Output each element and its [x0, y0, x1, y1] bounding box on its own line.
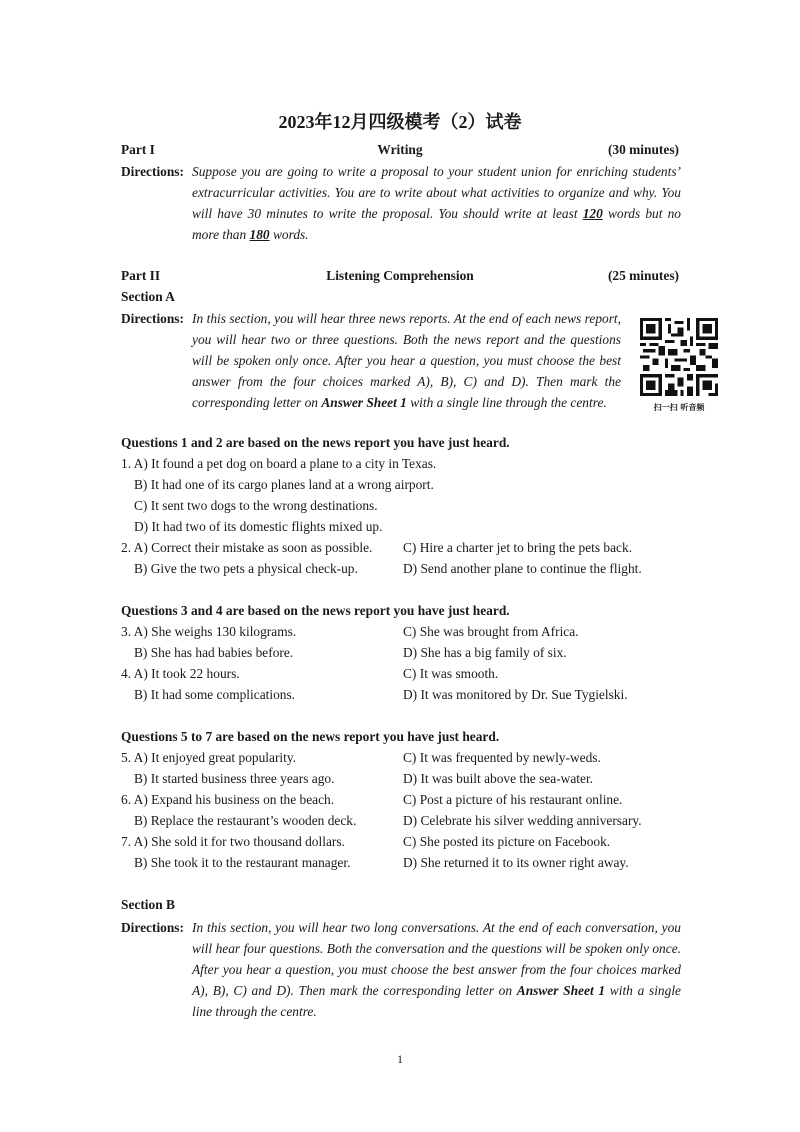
option-5d: D) It was built above the sea-water.	[403, 771, 594, 786]
part1-label: Part I	[121, 142, 155, 157]
section-b-label: Section B	[121, 897, 175, 912]
part2-directions-label: Directions	[121, 311, 180, 326]
option-3b: B) She has had babies before.	[134, 645, 294, 660]
answer-sheet-ref: Answer Sheet 1	[516, 983, 606, 998]
option-4a: 4. A) It took 22 hours.	[121, 666, 240, 681]
page-number: 1	[397, 1052, 403, 1066]
min-words: 120	[582, 206, 603, 221]
option-6b: B) Replace the restaurant’s wooden deck.	[134, 813, 357, 828]
section-b-directions: Directions: In this section, you will hear two long conversations. At the end of each conversation, you will hear four questions. Both the conversation and the questions will be spoken only once. After you hear a question, you must choose the best answer from the four choices marked A), B), C) and D). Then mark the corresponding letter on Answer Sheet 1 with a single line through the centre.	[121, 920, 681, 1019]
qr-code-icon[interactable]	[640, 318, 718, 396]
option-3d: D) She has a big family of six.	[403, 645, 567, 660]
option-2a: 2. A) Correct their mistake as soon as possible.	[121, 540, 373, 555]
option-4d: D) It was monitored by Dr. Sue Tygielski.	[403, 687, 628, 702]
answer-sheet-ref: Answer Sheet 1	[321, 395, 407, 410]
option-7d: D) She returned it to its owner right away.	[403, 855, 629, 870]
section-a-label: Section A	[121, 289, 175, 304]
part1-name: Writing	[377, 142, 423, 157]
option-5a: 5. A) It enjoyed great popularity.	[121, 750, 297, 765]
option-3a: 3. A) She weighs 130 kilograms.	[121, 624, 297, 639]
option-1b: B) It had one of its cargo planes land at a wrong airport.	[134, 477, 434, 492]
part2-directions-end: with a single line through the centre.	[406, 395, 607, 410]
part1-header	[121, 142, 679, 158]
part2-header	[121, 268, 679, 284]
section-b-directions-label: Directions	[121, 920, 180, 935]
part2-name: Listening Comprehension	[326, 268, 474, 283]
part1-time: (30 minutes)	[607, 142, 679, 157]
option-1c: C) It sent two dogs to the wrong destinations.	[134, 498, 378, 513]
part2-time: (25 minutes)	[607, 268, 679, 283]
section-b-directions-text: In this section, you will hear two long conversations. At the end of each conversation, you will hear four questions. Both the conversation and the questions will be spoken only once. After you hear a question, you must choose the best answer from the four choices marked A), B), C) and D). Then mark the corresponding letter on	[192, 920, 681, 998]
option-1a: 1. A) It found a pet dog on board a plane to a city in Texas.	[121, 456, 437, 471]
part1-directions-end: words.	[269, 227, 309, 242]
option-2d: D) Send another plane to continue the flight.	[403, 561, 642, 576]
option-2b: B) Give the two pets a physical check-up.	[134, 561, 358, 576]
part1-directions-label: Directions	[121, 164, 180, 179]
option-5c: C) It was frequented by newly-weds.	[403, 750, 601, 765]
option-2c: C) Hire a charter jet to bring the pets back.	[403, 540, 633, 555]
option-4b: B) It had some complications.	[134, 687, 296, 702]
option-6c: C) Post a picture of his restaurant online.	[403, 792, 623, 807]
part1-directions-text: Suppose you are going to write a proposal to your student union for enriching students’ extracurricular activities. You are to write about what activities to organize and why. You will have 30 minutes to write the proposal. You should write at least	[192, 164, 681, 221]
part2-directions: Directions: In this section, you will hear three news reports. At the end of each news report, you will hear two or three questions. Both the news report and the questions will be spoken only once. After you hear a question, you must choose the best answer from the four choices marked A), B), C) and D). Then mark the corresponding letter on Answer Sheet 1 with a single line through the centre.	[121, 311, 621, 410]
part2-directions-text: In this section, you will hear three news reports. At the end of each news report, you will hear two or three questions. Both the news report and the questions will be spoken only once. After you hear a question, you must choose the best answer from the four choices marked A), B), C) and D). Then mark the corresponding letter on	[192, 311, 621, 410]
page-title: 2023年12月四级模考（2）试卷	[278, 112, 522, 132]
max-words: 180	[249, 227, 270, 242]
question-group-header: Questions 3 and 4 are based on the news report you have just heard.	[121, 603, 510, 618]
option-7a: 7. A) She sold it for two thousand dollars.	[121, 834, 345, 849]
option-5b: B) It started business three years ago.	[134, 771, 335, 786]
question-group-header: Questions 1 and 2 are based on the news report you have just heard.	[121, 435, 510, 450]
question-group-header: Questions 5 to 7 are based on the news report you have just heard.	[121, 729, 500, 744]
part2-label: Part II	[121, 268, 161, 283]
qr-caption: 扫一扫 听音频	[653, 403, 705, 412]
section-b-directions-end: with a single line through the centre.	[192, 983, 681, 1019]
option-7c: C) She posted its picture on Facebook.	[403, 834, 611, 849]
option-7b: B) She took it to the restaurant manager.	[134, 855, 351, 870]
option-4c: C) It was smooth.	[403, 666, 499, 681]
option-6a: 6. A) Expand his business on the beach.	[121, 792, 335, 807]
part1-directions-mid: words but no more than	[192, 206, 681, 242]
option-3c: C) She was brought from Africa.	[403, 624, 579, 639]
part1-directions: Directions: Suppose you are going to write a proposal to your student union for enriching students’ extracurricular activities. You are to write about what activities to organize and why. You will have 30 minutes to write the proposal. You should write at least 120 words but no more than 180 words.	[121, 164, 681, 242]
option-1d: D) It had two of its domestic flights mixed up.	[134, 519, 383, 534]
option-6d: D) Celebrate his silver wedding anniversary.	[403, 813, 642, 828]
